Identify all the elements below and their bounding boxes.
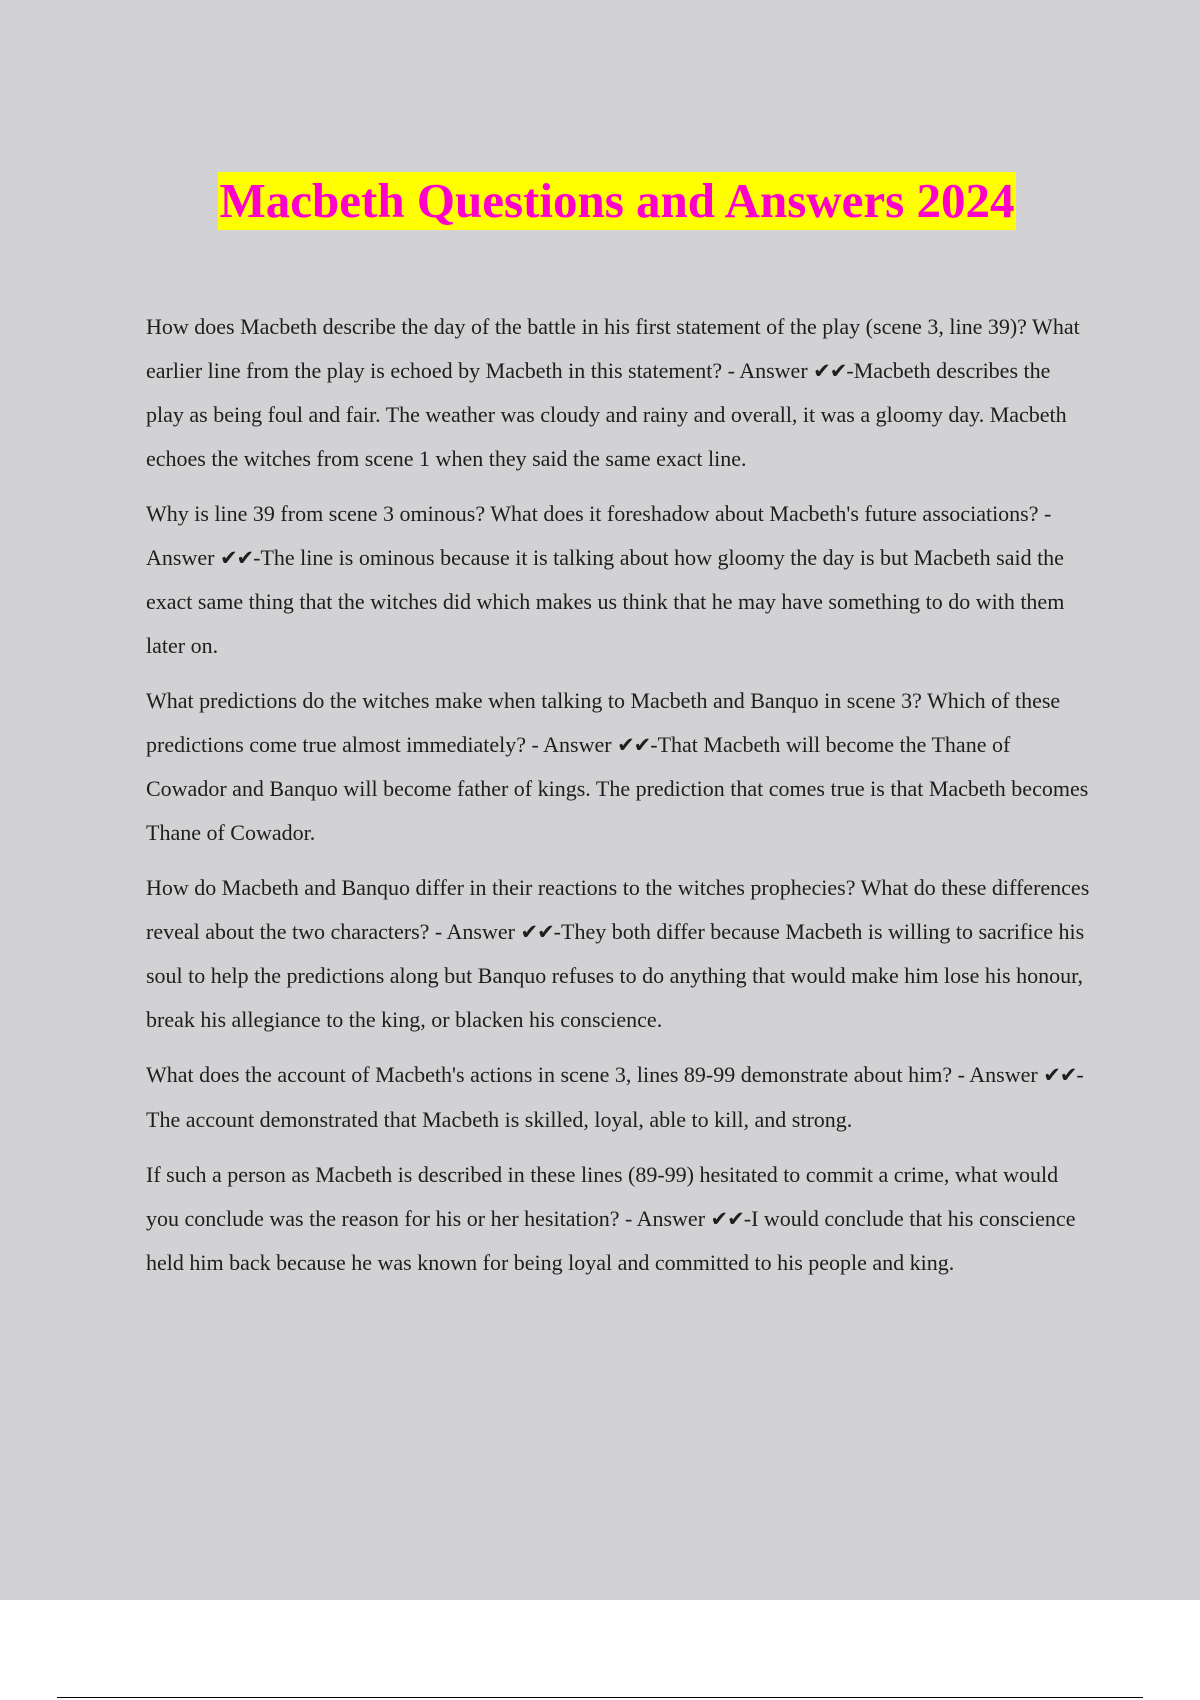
- double-check-icon: ✔✔: [1043, 1063, 1077, 1087]
- double-check-icon: ✔✔: [710, 1206, 744, 1231]
- answer-label: Answer: [969, 1062, 1038, 1087]
- footer-divider: [57, 1697, 1143, 1698]
- answer-label: Answer: [739, 357, 808, 383]
- qa-item: How do Macbeth and Banquo differ in their reactions to the witches prophecies? What do these differences reveal about the two characters? - Answer ✔✔-They both differ because Macbeth is willing to sacrifice his soul to help the predictions along but Banquo refuses to do anything that would make him lose his honour, break his allegiance to the king, or blacken his conscience.: [146, 875, 1090, 1032]
- double-check-icon: ✔✔: [219, 545, 254, 570]
- qa-item: What does the account of Macbeth's actions in scene 3, lines 89-99 demonstrate about him? - Answer ✔✔-The account demonstrated that Macbeth is skilled, loyal, able to kill, and strong.: [146, 1062, 1084, 1132]
- qa-item: What predictions do the witches make when talking to Macbeth and Banquo in scene 3? Which of these predictions come true almost immediately? - Answer ✔✔-That Macbeth will become the Thane of Cowador and Banquo will become father of kings. The prediction that comes true is that Macbeth becomes Thane of Cowador.: [146, 688, 1089, 845]
- qa-item: Why is line 39 from scene 3 ominous? What does it foreshadow about Macbeth's future associations? - Answer ✔✔-The line is ominous because it is talking about how gloomy the day is but Macbeth said the exact same thing that the witches did which makes us think that he may have something to do with them later on.: [146, 501, 1065, 658]
- document-title: Macbeth Questions and Answers 2024: [219, 173, 1015, 228]
- question-text: Why is line 39 from scene 3 ominous? What does it foreshadow about Macbeth's future associations?: [146, 501, 1039, 526]
- double-check-icon: ✔✔: [813, 358, 847, 383]
- qa-list: [146, 305, 1091, 1297]
- answer-label: Answer: [543, 731, 612, 757]
- answer-text: Macbeth describes the play as being foul and fair. The weather was cloudy and rainy and overall, it was a gloomy day. Macbeth echoes the witches from scene 1 when they said the same exact line.: [146, 357, 1067, 471]
- double-check-icon: ✔✔: [520, 919, 554, 944]
- answer-text: I would conclude that his conscience held him back because he was known for being loyal and committed to his people and king.: [146, 1205, 1076, 1275]
- answer-text: The line is ominous because it is talking about how gloomy the day is but Macbeth said the exact same thing that the witches did which makes us think that he may have something to do with them later on.: [146, 544, 1065, 658]
- answer-label: Answer: [446, 918, 515, 944]
- answer-text: That Macbeth will become the Thane of Cowador and Banquo will become father of kings. The prediction that comes true is that Macbeth becomes Thane of Cowador.: [146, 731, 1089, 845]
- question-text: If such a person as Macbeth is described in these lines (89-99) hesitated to commit a crime, what would you conclude was the reason for his or her hesitation?: [146, 1162, 1059, 1231]
- answer-text: They both differ because Macbeth is willing to sacrifice his soul to help the predictions along but Banquo refuses to do anything that would make him lose his honour, break his allegiance to the king, or blacken his conscience.: [146, 918, 1085, 1032]
- title-container: [0, 172, 1200, 230]
- double-check-icon: ✔✔: [617, 732, 651, 757]
- question-text: How do Macbeth and Banquo differ in their reactions to the witches prophecies? What do these differences reveal about the two characters?: [146, 875, 1090, 944]
- qa-item: How does Macbeth describe the day of the battle in his first statement of the play (scene 3, line 39)? What earlier line from the play is echoed by Macbeth in this statement? - Answer ✔✔-Macbeth describes the play as being foul and fair. The weather was cloudy and rainy and overall, it was a gloomy day. Macbeth echoes the witches from scene 1 when they said the same exact line.: [146, 314, 1080, 471]
- answer-label: Answer: [636, 1205, 706, 1231]
- question-text: How does Macbeth describe the day of the battle in his first statement of the play (scene 3, line 39)? What earlier line from the play is echoed by Macbeth in this statement?: [146, 314, 1080, 383]
- qa-item: If such a person as Macbeth is described in these lines (89-99) hesitated to commit a crime, what would you conclude was the reason for his or her hesitation? - Answer ✔✔-I would conclude that his conscience held him back because he was known for being loyal and committed to his people and king.: [146, 1162, 1076, 1275]
- answer-text: The account demonstrated that Macbeth is skilled, loyal, able to kill, and strong.: [146, 1106, 853, 1132]
- question-text: What does the account of Macbeth's actions in scene 3, lines 89-99 demonstrate about him?: [146, 1062, 953, 1087]
- question-text: What predictions do the witches make when talking to Macbeth and Banquo in scene 3? Which of these predictions come true almost immediately?: [146, 688, 1061, 757]
- answer-label: Answer: [146, 544, 215, 570]
